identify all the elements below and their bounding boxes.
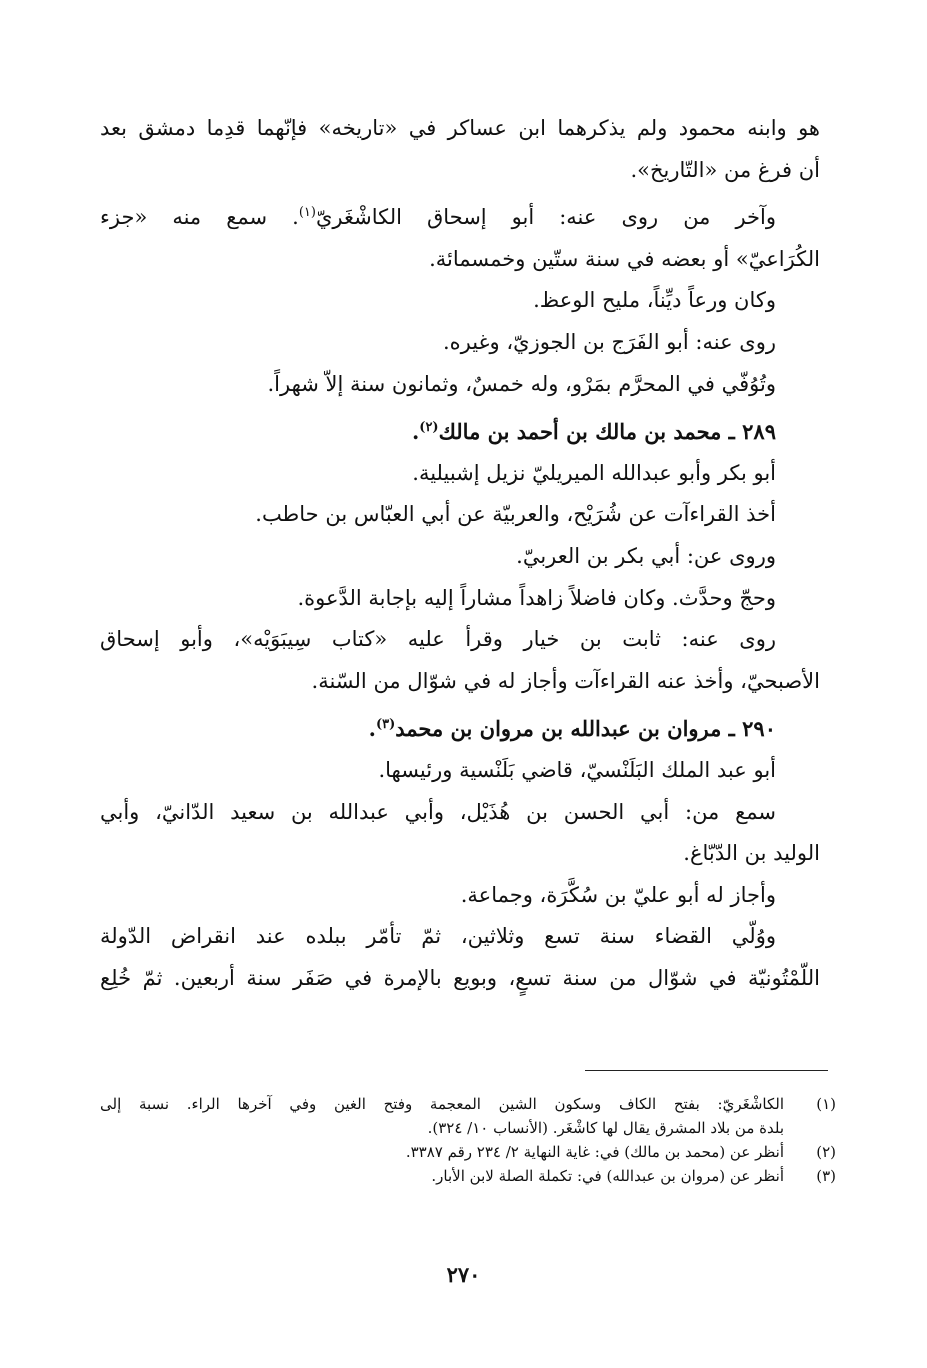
entry-heading-290: ٢٩٠ ـ مروان بن عبدالله بن مروان بن محمد$^{(٣)}$. (368, 716, 776, 742)
text-line: وروى عن: أبي بكر بن العربيّ. (516, 543, 776, 568)
footnote-ref-1[interactable]: (١) (298, 205, 316, 221)
text-line: وكان ورعاً ديِّناً، مليح الوعظ. (533, 288, 776, 313)
footnote-number: (١) (816, 1095, 836, 1113)
text-line: أن فرغ من «التّاريخ». (630, 157, 820, 182)
text-line: أخذ القراءآت عن شُرَيْح، والعربيّة عن أبي العبّاس بن حاطب. (255, 502, 776, 527)
footnote-text: بلدة من بلاد المشرق يقال لها كاشْغَر. (الأنساب ١٠/ ٣٢٤). (427, 1119, 784, 1137)
footnotes (100, 1092, 840, 1188)
footnote-number: (٢) (816, 1143, 836, 1161)
text-line: وآخر من روى عنه: أبو إسحاق الكاشْغَريّ$^{(١)}$. سمع منه «جزء (100, 205, 777, 230)
footnote-separator (585, 1070, 828, 1071)
footnote-ref-3[interactable]: (٣) (375, 717, 396, 733)
text-line: الوليد بن الدّبّاغ. (683, 841, 820, 866)
text-line: وحجّ وحدَّث. وكان فاضلاً زاهداً مشاراً إليه بإجابة الدَّعوة. (297, 585, 776, 610)
text-line: الكُرَاعيّ» أو بعضه في سنة ستّين وخمسمائة. (429, 246, 820, 271)
text-line: الأصبحيّ، وأخذ عنه القراءآت وأجاز له في شوّال من السّنة. (311, 668, 820, 693)
page-number: ٢٧٠ (446, 1262, 481, 1287)
footnote-text: الكاشْغَريّ: بفتح الكاف وسكون الشين المعجمة وفتح الغين وفي آخرها الراء. نسبة إلى (100, 1095, 784, 1113)
main-text (100, 108, 820, 999)
text-line: وتُوُفّي في المحرَّم بمَرْو، وله خمسٌ، وثمانون سنة إلاّ شهراً. (267, 371, 776, 396)
text-line: أبو بكر وأبو عبدالله الميريليّ نزيل إشبيلية. (412, 460, 776, 485)
footnote-2 (100, 1140, 840, 1164)
text-line: أبو عبد الملك البَلَنْسيّ، قاضي بَلَنْسية ورئيسها. (378, 757, 776, 782)
text-line: ووُلّي القضاء سنة تسع وثلاثين، ثمّ تأمّر ببلده عند انقراض الدّولة (100, 924, 776, 949)
text-line: سمع من: أبي الحسن بن هُذَيْل، وأبي عبدالله بن سعيد الدّانيّ، وأبي (100, 799, 776, 824)
footnote-text: أنظر عن (مروان بن عبدالله) في: تكملة الصلة لابن الأبار. (431, 1167, 784, 1185)
footnote-1 (100, 1092, 840, 1140)
text-line: اللّمْتُونيّة في شوّال من سنة تسعٍ، وبويع بالإمرة في صَفَر سنة أربعين. ثمّ خُلِع (100, 965, 820, 990)
footnote-text: أنظر عن (محمد بن مالك) في: غاية النهاية ٢/ ٢٣٤ رقم ٣٣٨٧. (405, 1143, 784, 1161)
text-line: وأجاز له أبو عليّ بن سُكَّرَة، وجماعة. (460, 882, 776, 907)
text-line: هو وابنه محمود ولم يذكرهما ابن عساكر في «تاريخه» فإنّهما قدِما دمشق بعد (100, 116, 820, 140)
entry-heading-289: ٢٨٩ ـ محمد بن مالك بن أحمد بن مالك$^{(٢)}$. (411, 419, 776, 445)
text-line: روى عنه: ثابت بن خيار وقرأ عليه «كتاب سِيبَوَيْه»، وأبو إسحاق (100, 627, 776, 652)
footnote-3 (100, 1164, 840, 1188)
footnote-ref-2[interactable]: (٢) (419, 420, 439, 436)
text-line: روى عنه: أبو الفَرَج بن الجوزيّ، وغيره. (442, 329, 776, 354)
footnote-number: (٣) (816, 1167, 836, 1185)
